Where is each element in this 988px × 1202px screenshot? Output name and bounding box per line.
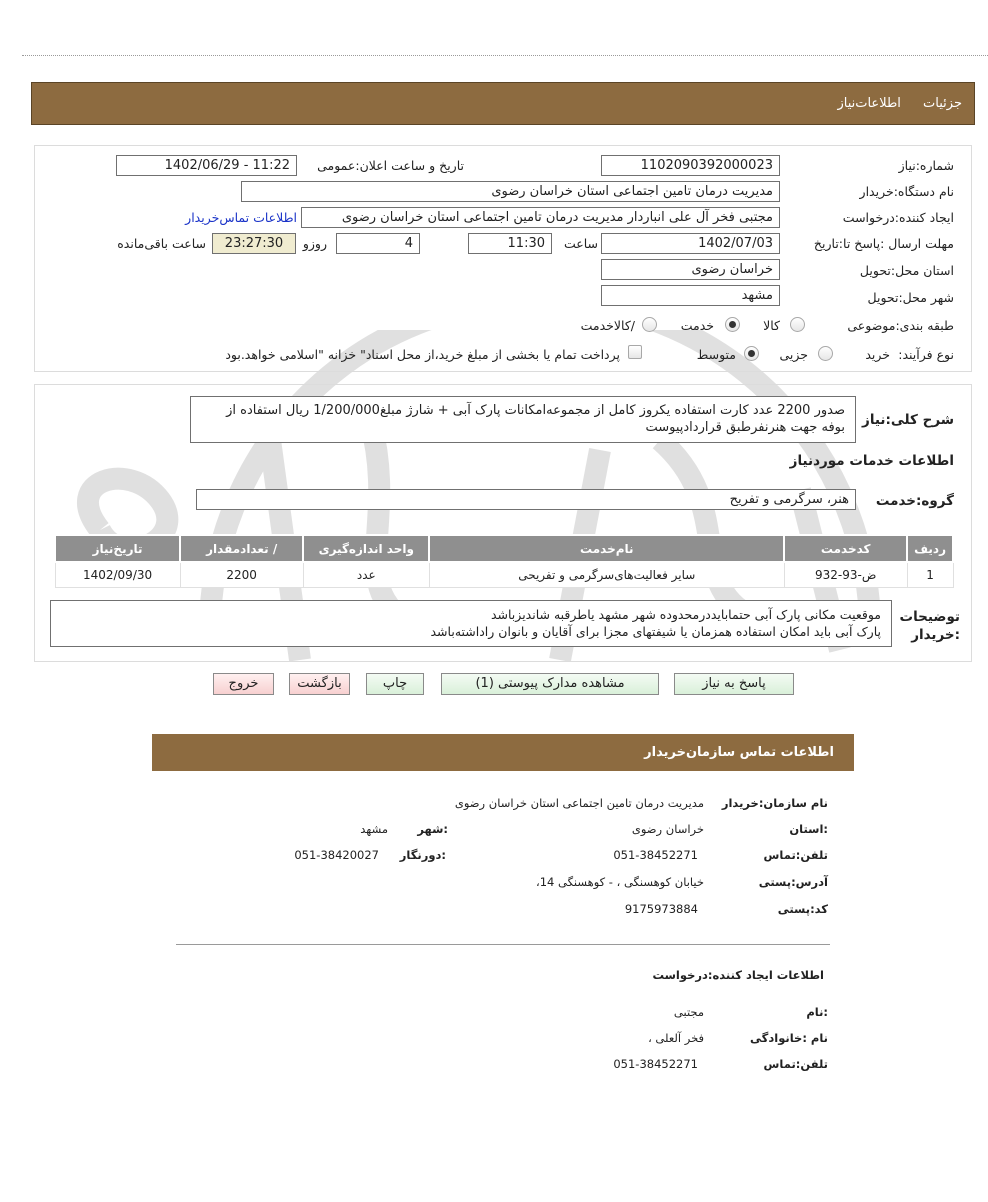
buyer-org-field[interactable]: مدیریت درمان تامین اجتماعی استان خراسان رضوی [241, 181, 780, 202]
process-buy-label: خرید [865, 347, 890, 362]
services-title: اطلاعات خدمات موردنیاز [789, 453, 954, 469]
col-quantity: / تعدادمقدار [180, 535, 303, 562]
creator-field[interactable]: مجتبی فخر آل علی انباردار مدیریت درمان تامین اجتماعی استان خراسان رضوی [301, 207, 780, 228]
buyer-org-label: نام دستگاه:خریدار [859, 184, 954, 199]
creator-phone-label: تلفن:تماس [763, 1057, 828, 1071]
contact-org: مدیریت درمان تامین اجتماعی استان خراسان رضوی [454, 796, 704, 810]
print-button[interactable]: چاپ [366, 673, 424, 695]
contact-org-label: نام سازمان:خریدار [721, 796, 828, 810]
announce-label: تاریخ و ساعت اعلان:عمومی [317, 158, 464, 173]
buyer-notes-box[interactable] [50, 600, 892, 647]
creator-name: مجتبی [673, 1005, 704, 1019]
creator-info-title: اطلاعات ایجاد کننده:درخواست [652, 968, 824, 982]
table-row[interactable] [55, 562, 953, 587]
buyer-notes-label: توضیحات :خریدار [899, 609, 960, 643]
services-table [54, 534, 954, 588]
table-header-row [55, 535, 953, 562]
treasury-payment-checkbox[interactable] [628, 345, 642, 359]
contact-city: مشهد [360, 822, 388, 836]
contact-fax-label: :دورنگار [399, 848, 446, 862]
announce-field[interactable]: 1402/06/29 - 11:22 [116, 155, 297, 176]
contact-fax: 051-38420027 [294, 848, 379, 862]
attachments-button[interactable]: مشاهده مدارک پیوستی (1) [441, 673, 659, 695]
contact-province-label: :استان [789, 822, 828, 836]
cell-row-number: 1 [907, 562, 953, 587]
category-goods-radio[interactable] [790, 317, 805, 332]
treasury-payment-note: پرداخت تمام یا بخشی از مبلغ خرید،از محل اسناد" خزانه "اسلامی خواهد.بود [225, 347, 620, 362]
need-info-panel [34, 145, 972, 372]
back-button[interactable]: بازگشت [289, 673, 350, 695]
category-service-label: خدمت [680, 318, 714, 333]
category-label: طبقه بندی:موضوعی [847, 318, 954, 333]
top-divider [22, 55, 988, 56]
contact-phone: 051-38452271 [613, 848, 698, 862]
days-field[interactable]: 4 [336, 233, 420, 254]
buyer-notes-line2: پارک آبی باید امکان استفاده همزمان یا شیفتهای مجزا برای آقایان و بانوان راداشته‌باشد [430, 624, 881, 639]
creator-phone: 051-38452271 [613, 1057, 698, 1071]
col-row-number: ردیف [907, 535, 953, 562]
category-goods-label: کالا [763, 318, 780, 333]
remaining-time-field: 23:27:30 [212, 233, 296, 254]
cell-service-name: سایر فعالیت‌های‌سرگرمی و تفریحی [429, 562, 784, 587]
summary-text: صدور 2200 عدد کارت استفاده یکروز کامل از مجموعه‌امکانات پارک آبی + شارژ مبلغ1/200/000 ریال استفاده از بوفه جهت هنرنفرطبق قراردادپیوست [226, 403, 845, 435]
creator-family: فخر آلعلی ، [648, 1031, 704, 1045]
contact-province: خراسان رضوی [631, 822, 704, 836]
remaining-label: ساعت باقی‌مانده [117, 236, 206, 251]
cell-service-code: ض-93-932 [784, 562, 907, 587]
creator-name-label: :نام [806, 1005, 828, 1019]
process-label: نوع فرآیند: [898, 347, 954, 362]
page-title: اطلاعات‌نیاز [837, 96, 901, 111]
contact-postal: 9175973884 [624, 902, 698, 916]
col-service-name: نام‌خدمت [429, 535, 784, 562]
contact-address: خیابان کوهسنگی ، - کوهسنگی 14، [535, 875, 704, 889]
service-group-field[interactable]: هنر، سرگرمی و تفریح [196, 489, 856, 510]
province-label: استان محل:تحویل [859, 263, 954, 278]
need-number-label: شماره:نیاز [898, 158, 954, 173]
province-field[interactable]: خراسان رضوی [601, 259, 780, 280]
deadline-date-field[interactable]: 1402/07/03 [601, 233, 780, 254]
contact-address-label: آدرس:پستی [758, 875, 828, 889]
contact-phone-label: تلفن:تماس [763, 848, 828, 862]
buyer-contact-link[interactable]: اطلاعات تماس‌خریدار [185, 210, 297, 225]
contact-city-label: :شهر [417, 822, 448, 836]
summary-label: شرح کلی:نیاز [862, 412, 954, 428]
service-group-label: گروه:خدمت [875, 493, 954, 509]
need-number-field[interactable]: 1102090392000023 [601, 155, 780, 176]
cell-need-date: 1402/09/30 [55, 562, 180, 587]
city-label: شهر محل:تحویل [867, 290, 954, 305]
cell-quantity: 2200 [180, 562, 303, 587]
buyer-notes-line1: موقعیت مکانی پارک آبی حتمابایددرمحدوده شهر مشهد یاطرقبه شاندیزباشد [490, 607, 881, 622]
reply-button[interactable]: پاسخ به نیاز [674, 673, 794, 695]
cell-unit: عدد [303, 562, 429, 587]
deadline-time-field[interactable]: 11:30 [468, 233, 552, 254]
col-need-date: تاریخ‌نیاز [55, 535, 180, 562]
page-header [31, 82, 975, 125]
category-goods-service-label: /کالاخدمت [580, 318, 635, 333]
time-label: ساعت [563, 236, 598, 251]
creator-label: ایجاد کننده:درخواست [842, 210, 954, 225]
process-medium-label: متوسط [696, 347, 736, 362]
process-partial-label: جزیی [779, 347, 808, 362]
category-goods-service-radio[interactable] [642, 317, 657, 332]
process-medium-radio[interactable] [744, 346, 759, 361]
contact-divider [176, 944, 830, 945]
details-label[interactable]: جزئیات [923, 96, 962, 111]
category-service-radio[interactable] [725, 317, 740, 332]
contact-postal-label: کد:پستی [777, 902, 828, 916]
days-label: روزو [302, 236, 327, 251]
contact-header [152, 734, 854, 771]
process-partial-radio[interactable] [818, 346, 833, 361]
col-unit: واحد اندازه‌گیری [303, 535, 429, 562]
summary-text-box[interactable] [190, 396, 856, 443]
exit-button[interactable]: خروج [213, 673, 274, 695]
col-service-code: کدخدمت [784, 535, 907, 562]
deadline-label: مهلت ارسال :پاسخ تا:تاریخ [813, 236, 954, 251]
city-field[interactable]: مشهد [601, 285, 780, 306]
contact-title: اطلاعات تماس سازمان‌خریدار [644, 745, 834, 760]
creator-family-label: نام :خانوادگی [750, 1031, 828, 1045]
